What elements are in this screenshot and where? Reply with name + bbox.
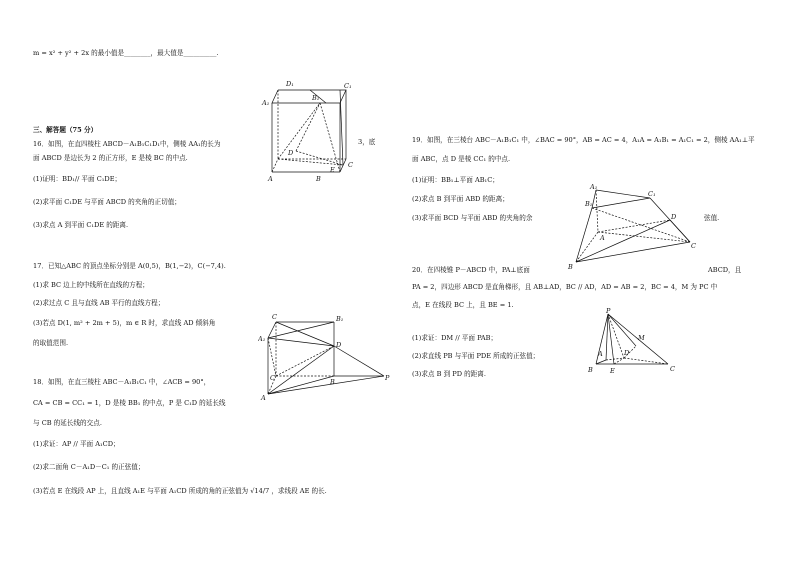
fig20-label-M: M — [638, 334, 645, 342]
fig16-label-D1: D₁ — [286, 80, 294, 88]
q19-part-2: (2)求点 B 到平面 ABD 的距离； — [412, 195, 509, 203]
q17-part-3a: (3)若点 D(1, m² + 2m + 5)，m ∈ R 时，求直线 AD 倾斜角 — [33, 319, 216, 327]
q16-stem-2: 面 ABCD 是边长为 2 的正方形，E 是棱 BC 的中点. — [33, 154, 188, 162]
fig18-label-B: B — [330, 378, 335, 386]
q16-part-3: (3)求点 A 到平面 C₁DE 的距离. — [33, 221, 129, 229]
fig16-label-B: B — [316, 175, 321, 183]
fig19-label-D: D — [671, 213, 677, 221]
fig19-label-C1: C₁ — [648, 190, 656, 198]
fig19-label-B1: B₁ — [585, 200, 593, 208]
fig19-label-A1: A₁ — [590, 183, 598, 191]
q19-stem-2: 面 ABC，点 D 是棱 CC₁ 的中点. — [412, 155, 511, 163]
fig18-label-B1: B₁ — [336, 315, 344, 323]
fig20-label-P: P — [606, 308, 611, 315]
fig18-label-A1: A₁ — [258, 335, 266, 343]
fig16-label-E: E — [330, 166, 335, 174]
q17-stem: 17．已知△ABC 的顶点坐标分别是 A(0,5)，B(1,−2)，C(−7,4). — [33, 262, 226, 270]
q20-stem-2: PA = 2，四边形 ABCD 是直角梯形，且 AB⊥AD，BC // AD，AD = AB = 2，BC = 4，M 为 PC 中 — [412, 283, 718, 291]
q18-stem-3: 与 CB 的延长线的交点. — [33, 419, 102, 427]
q20-part-2: (2)求直线 PB 与平面 PDE 所成的正弦值； — [412, 352, 540, 360]
q20-stem-3: 点，E 在线段 BC 上，且 BE = 1. — [412, 301, 514, 309]
fig18-label-A: A — [261, 394, 266, 402]
fig18-label-C: C — [270, 374, 275, 382]
fig16-label-C: C — [348, 161, 353, 169]
q19-part-3: (3)求平面 BCD 与平面 ABD 的夹角的余 — [412, 214, 533, 222]
q17-part-2: (2)求过点 C 且与直线 AB 平行的直线方程； — [33, 299, 165, 307]
q16-stem-tail: 3，底 — [358, 138, 376, 146]
q18-part-2: (2)求二面角 C－A₁D－C₁ 的正弦值； — [33, 463, 145, 471]
fig19-label-A: A — [600, 234, 605, 242]
q20-stem-1: 20．在四棱锥 P－ABCD 中，PA⊥底面 — [412, 266, 530, 274]
q19-part-1: (1)证明：BB₁⊥平面 AB₁C； — [412, 176, 499, 184]
q16-part-1: (1)证明：BD₁// 平面 C₁DE； — [33, 175, 122, 183]
fig20-label-E: E — [610, 367, 615, 375]
q18-stem-1: 18．如图，在直三棱柱 ABC－A₁B₁C₁ 中，∠ACB = 90°， — [33, 378, 211, 386]
fig18-label-D: D — [336, 341, 342, 349]
fig16-label-B1: B₁ — [312, 94, 320, 102]
q18-part-3: (3)若点 E 在线段 AP 上，且直线 A₁E 与平面 A₁CD 所成的角的正弦值为 √14/7 ，求线段 AE 的长. — [33, 487, 327, 495]
fig20-label-B: B — [588, 366, 593, 374]
q20-part-1: (1)求证：DM // 平面 PAB； — [412, 334, 498, 342]
fig16-label-A: A — [268, 175, 273, 183]
top-line: m = x² + y² + 2x 的最小值是________，最大值是__________. — [33, 49, 219, 57]
q16-part-2: (2)求平面 C₁DE 与平面 ABCD 的夹角的正切值； — [33, 198, 181, 206]
fig20-label-A: A — [598, 350, 603, 358]
fig16-label-C1: C₁ — [344, 82, 352, 90]
q16-stem-1: 16．如图，在直四棱柱 ABCD－A₁B₁C₁D₁中，侧棱 AA₁的长为 — [33, 140, 221, 148]
fig20-label-D: D — [624, 349, 630, 357]
section-3-heading: 三、解答题（75 分） — [33, 126, 98, 134]
fig19-label-C: C — [691, 242, 696, 250]
fig16-label-D: D — [288, 149, 294, 157]
q19-stem-1: 19．如图，在三棱台 ABC－A₁B₁C₁ 中，∠BAC = 90°，AB = AC = 4，A₁A = A₁B₁ = A₁C₁ = 2，侧棱 AA₁⊥平 — [412, 136, 755, 144]
figure-16-prism — [260, 75, 360, 187]
fig19-label-B: B — [568, 263, 573, 271]
q18-stem-2: CA = CB = CC₁ = 1，D 是棱 BB₁ 的中点，P 是 C₁D 的延长线 — [33, 399, 226, 407]
q18-part-1: (1)求证：AP // 平面 A₁CD； — [33, 440, 120, 448]
q17-part-1: (1)求 BC 边上的中线所在直线的方程； — [33, 281, 149, 289]
fig16-label-A1: A₁ — [262, 99, 270, 107]
fig18-label-P: P — [385, 374, 390, 382]
figure-20-pyramid — [588, 308, 684, 380]
q20-part-3: (3)求点 B 到 PD 的距离. — [412, 370, 486, 378]
q19-part-3-tail: 弦值. — [704, 214, 720, 222]
figure-19-frustum — [562, 180, 702, 272]
q20-stem-1-tail: ABCD，且 — [708, 266, 742, 274]
fig20-label-C: C — [670, 365, 675, 373]
q17-part-3b: 的取值范围. — [33, 339, 69, 347]
figure-18-prism — [258, 312, 396, 404]
fig18-label-C1: C — [272, 313, 277, 321]
